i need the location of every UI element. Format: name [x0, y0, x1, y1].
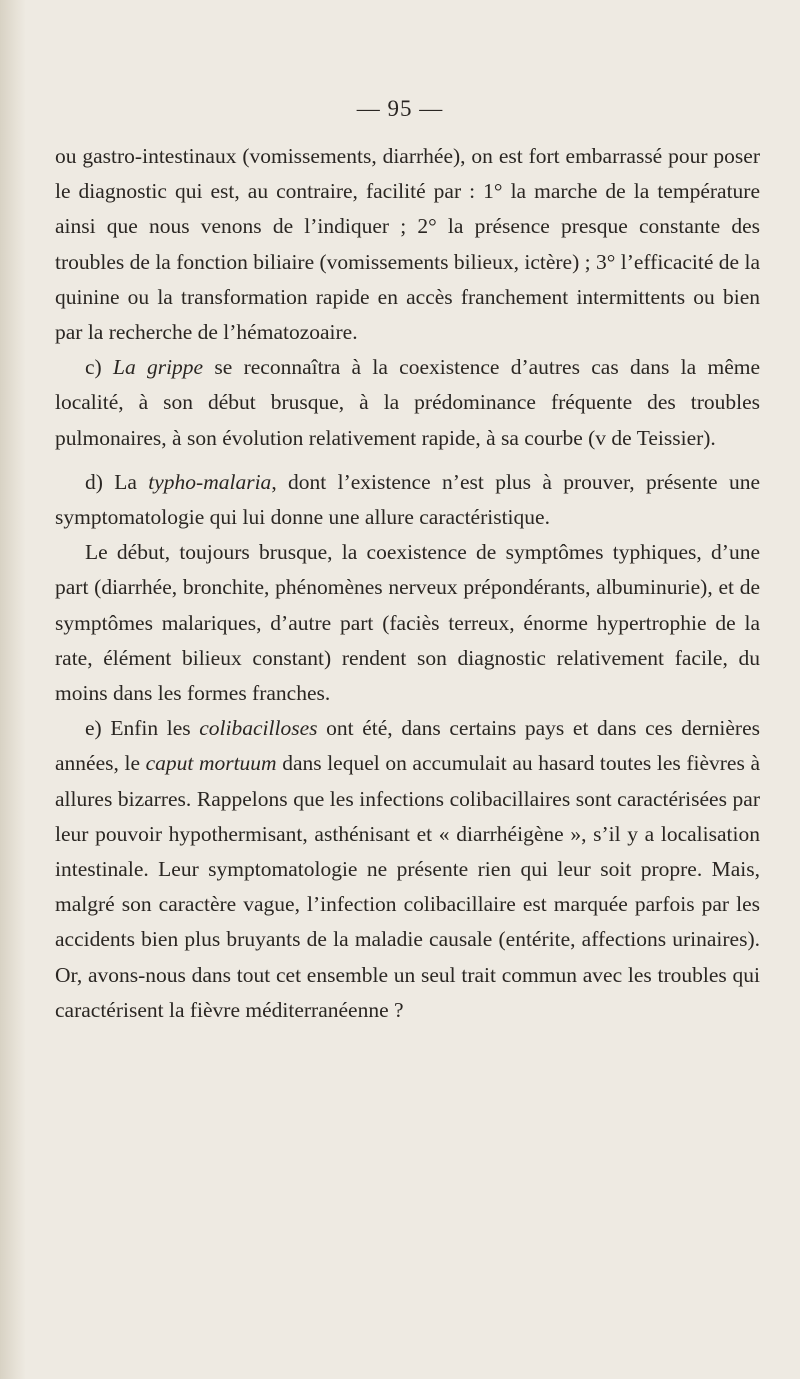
page-binding-shadow — [0, 0, 26, 1379]
paragraph-text: , dont l’existence n’est plus à prouver, présente une symptomatologie qui lui donne une allure caractéristique. — [55, 469, 760, 530]
term-colibacilloses: colibacilloses — [199, 716, 318, 741]
body-text — [55, 139, 760, 1028]
term-typho-malaria: typho-malaria — [148, 469, 272, 494]
term-caput-mortuum: caput mortuum — [145, 751, 277, 776]
paragraph-text: se reconnaîtra à la coexistence d’autres cas dans la même localité, à son début brusque, à la prédominance fréquente des troubles pulmonaires, à son évolution relativement rapide, à sa courbe (v de Teissier). — [55, 355, 760, 450]
item-label: d) La — [85, 469, 149, 494]
item-label: c) — [85, 355, 113, 380]
paragraph-text: dans lequel on accumulait au hasard toutes les fièvres à allures bizarres. Rappelons que les infections colibacillaires sont caractérisées par leur pouvoir hypothermisant, asthénisant et « diarrhéigène », s’il y a localisation intestinale. Leur symptomatologie ne présente rien qui leur soit propre. Mais, malgré son caractère vague, l’infection colibacillaire est marquée parfois par les accidents bien plus bruyants de la maladie causale (entérite, affections urinaires). Or, avons-nous dans tout cet ensemble un seul trait commun avec les troubles qui caractérisent la fièvre méditerranéenne ? — [55, 751, 760, 1022]
paragraph-colibacilloses — [55, 711, 760, 1028]
paragraph-grippe — [55, 350, 760, 456]
item-label: e) Enfin les — [85, 716, 200, 741]
page-number: — 95 — — [356, 96, 444, 121]
paragraph-text: ont été, dans certains pays et dans ces dernières années, le — [55, 716, 760, 776]
paragraph-typho-malaria — [55, 465, 760, 535]
paragraph-typho-malaria-diagnosis: Le début, toujours brusque, la coexistence de symptômes typhiques, d’une part (diarrhée, bronchite, phénomènes nerveux prépondérants, albuminurie), et de symptômes malariques, d’autre part (faciès terreux, énorme hypertrophie de la rate, élément bilieux constant) rendent son diagnostic relativement facile, du moins dans les formes franches. — [55, 540, 760, 706]
paragraph-differential-intro: ou gastro-intestinaux (vomissements, diarrhée), on est fort embarrassé pour poser le diagnostic qui est, au contraire, facilité par : 1° la marche de la température ainsi que nous venons de l’indiquer ; 2° la présence presque constante des troubles de la fonction biliaire (vomissements bilieux, ictère) ; 3° l’efficacité de la quinine ou la transformation rapide en accès franchement intermittents ou bien par la recherche de l’hématozoaire. — [55, 144, 760, 345]
term-grippe: La grippe — [112, 355, 204, 380]
